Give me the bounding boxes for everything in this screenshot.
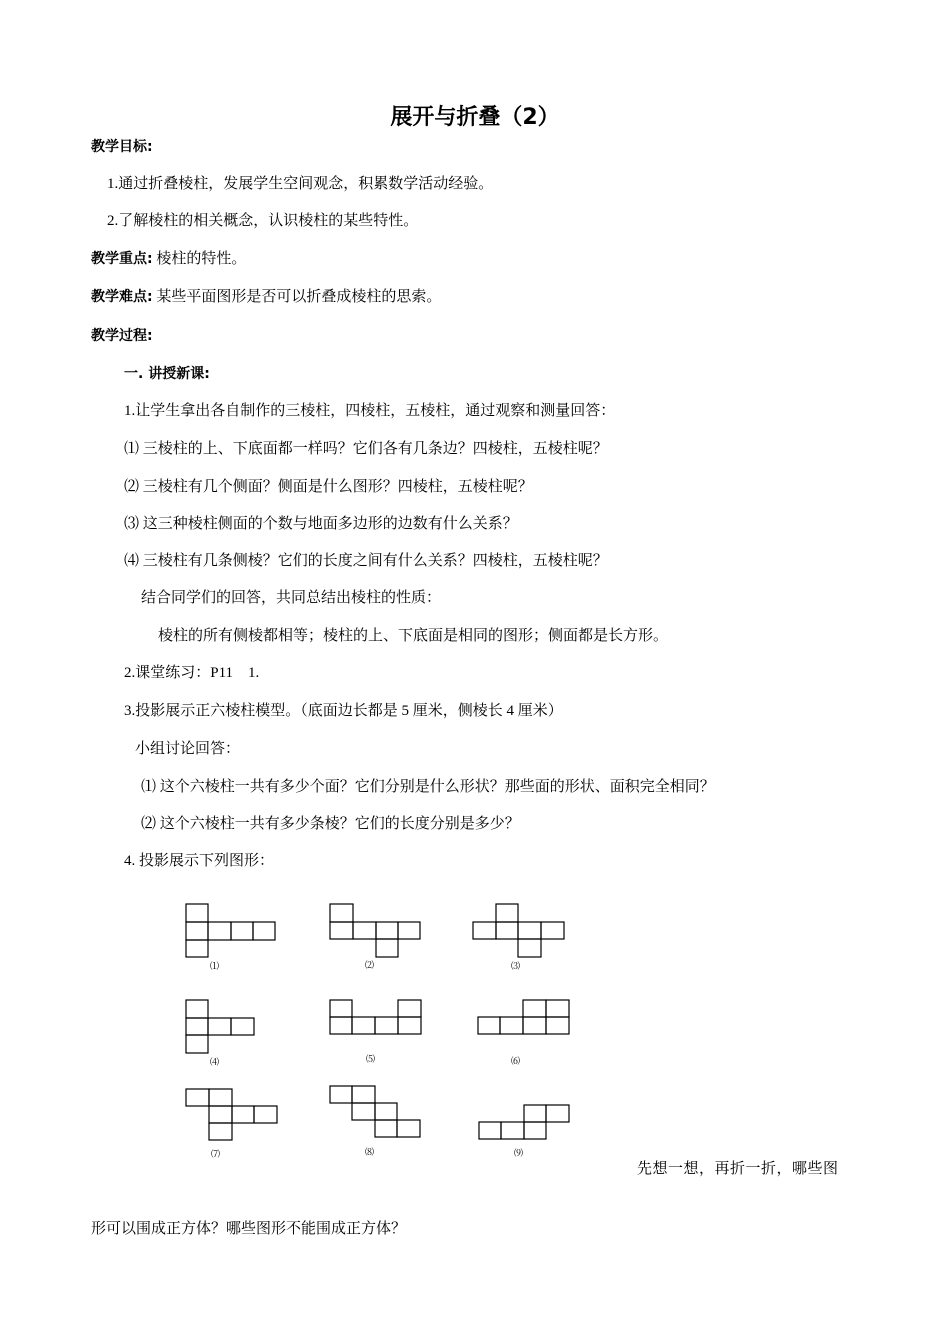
question-1: ⑴ 三棱柱的上、下底面都一样吗？它们各有几条边？四棱柱，五棱柱呢？ <box>124 441 608 457</box>
net-label: ⑶ <box>511 962 521 972</box>
question-3: ⑶ 这三种棱柱侧面的个数与地面多边形的边数有什么关系？ <box>124 516 518 532</box>
difficulty-label: 教学难点: <box>91 289 153 305</box>
net-6 <box>478 1000 569 1034</box>
net-label: ⑵ <box>365 961 375 971</box>
section-1-heading: 一. 讲授新课: <box>124 366 210 382</box>
net-label: ⑴ <box>210 962 220 972</box>
net-4 <box>186 1000 254 1053</box>
net-8 <box>330 1086 420 1137</box>
group-question-1: ⑴ 这个六棱柱一共有多少个面？它们分别是什么形状？那些面的形状、面积完全相同？ <box>141 779 715 795</box>
question-part-2: 形可以围成正方体？哪些图形不能围成正方体？ <box>91 1221 407 1237</box>
net-9 <box>479 1105 569 1139</box>
goals-label: 教学目标: <box>91 139 153 155</box>
net-label: ⑻ <box>365 1148 375 1158</box>
key-label: 教学重点: <box>91 251 153 267</box>
net-label: ⑹ <box>511 1057 521 1067</box>
net-label: ⑺ <box>211 1150 221 1160</box>
group-question-2: ⑵ 这个六棱柱一共有多少条棱？它们的长度分别是多少？ <box>141 816 520 832</box>
goal-2: 2.了解棱柱的相关概念，认识棱柱的某些特性。 <box>107 213 419 229</box>
difficulty-text: 某些平面图形是否可以折叠成棱柱的思索。 <box>152 289 442 305</box>
question-4: ⑷ 三棱柱有几条侧棱？它们的长度之间有什么关系？四棱柱，五棱柱呢？ <box>124 553 608 569</box>
question-2: ⑵ 三棱柱有几个侧面？侧面是什么图形？四棱柱，五棱柱呢？ <box>124 479 533 495</box>
item-1: 1.让学生拿出各自制作的三棱柱，四棱柱，五棱柱，通过观察和测量回答： <box>124 403 616 419</box>
net-label: ⑼ <box>514 1149 524 1159</box>
net-5 <box>330 1000 421 1034</box>
goal-1: 1.通过折叠棱柱，发展学生空间观念，积累数学活动经验。 <box>107 176 494 192</box>
document-title: 展开与折叠（2） <box>390 105 560 130</box>
item-2: 2.课堂练习：P11 1. <box>124 665 260 681</box>
summary-text: 棱柱的所有侧棱都相等；棱柱的上、下底面是相同的图形；侧面都是长方形。 <box>158 628 669 644</box>
process-label: 教学过程: <box>91 328 153 344</box>
net-7 <box>186 1089 277 1140</box>
summary-intro: 结合同学们的回答，共同总结出棱柱的性质： <box>141 590 442 606</box>
net-2 <box>330 904 420 957</box>
net-1 <box>186 904 275 957</box>
item-4: 4. 投影展示下列图形： <box>124 853 275 869</box>
key-text: 棱柱的特性。 <box>152 251 247 267</box>
item-3: 3.投影展示正六棱柱模型。（底面边长都是 5 厘米，侧棱长 4 厘米） <box>124 703 563 719</box>
net-3 <box>473 904 564 957</box>
net-label: ⑷ <box>210 1058 220 1068</box>
question-part-1: 先想一想，再折一折，哪些图 <box>637 1161 839 1177</box>
net-label: ⑸ <box>366 1055 376 1065</box>
group-discussion-label: 小组讨论回答： <box>135 741 241 757</box>
